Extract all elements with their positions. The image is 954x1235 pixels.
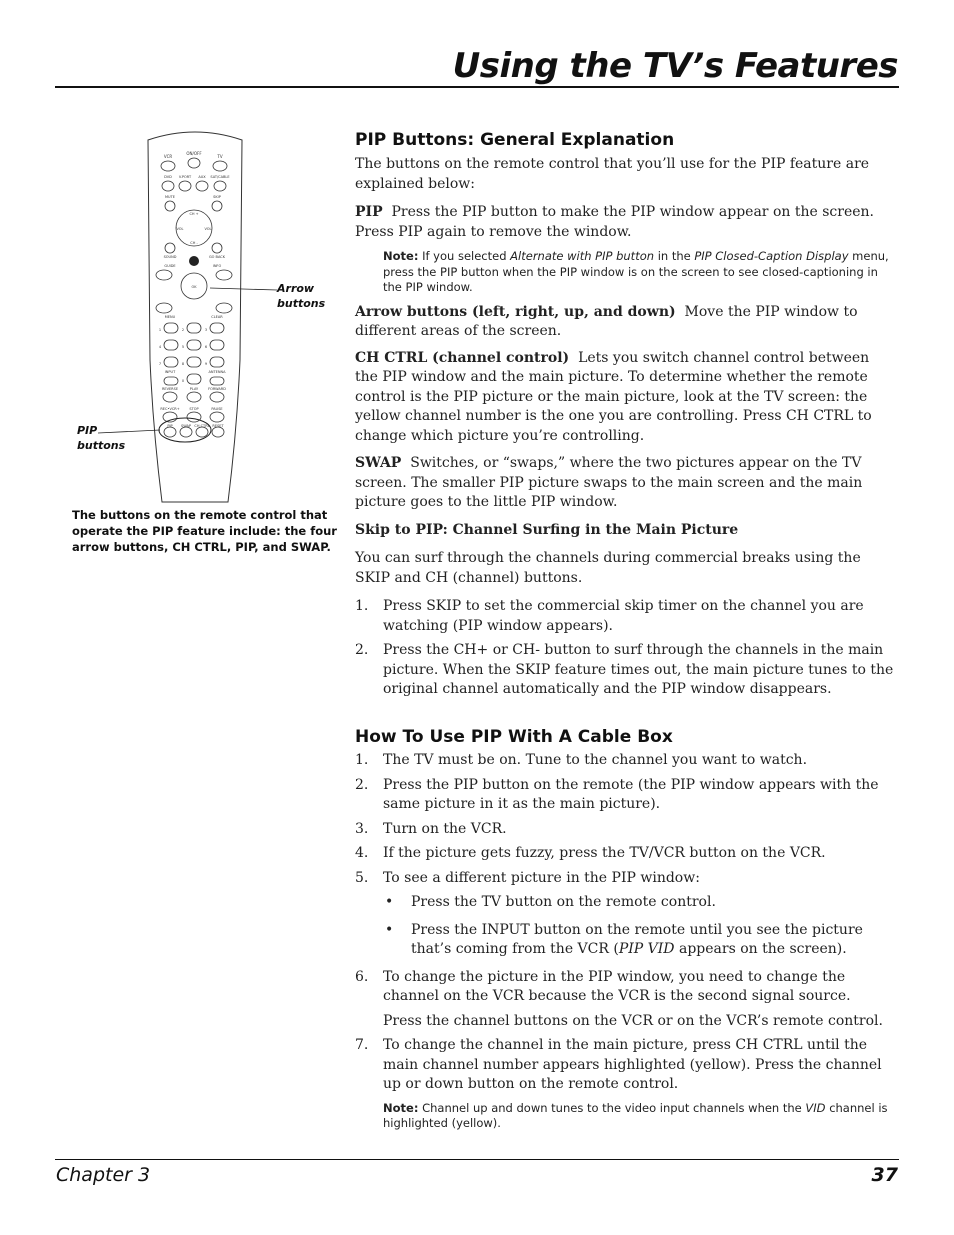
bullet-item: • Press the TV button on the remote control. [385, 894, 716, 910]
remote-control-illustration [140, 130, 250, 502]
remote-label: CH - [190, 241, 198, 245]
figure-caption: The buttons on the remote control that operate the PIP feature include: the four arrow buttons, CH CTRL, PIP, and SWAP. [72, 508, 337, 554]
remote-label: MUTE [165, 195, 175, 199]
list-item: 2. Press the PIP button on the remote (the PIP window appears with the same picture in it as the main picture). [355, 776, 879, 812]
remote-label: FORWARD [208, 387, 226, 391]
remote-digit: 1 [158, 328, 162, 332]
section-cable-box [355, 727, 895, 1132]
header-divider [55, 86, 899, 88]
remote-label: REVERSE [161, 387, 179, 391]
chapter-label: Chapter 3 [56, 1164, 151, 1186]
remote-digit: 8 [181, 362, 185, 366]
footer-divider [55, 1159, 899, 1160]
remote-label: CH CTRL [194, 424, 210, 428]
remote-label: REC•VCR+ [160, 407, 180, 411]
list-item: 5. To see a different picture in the PIP window: [355, 869, 700, 886]
remote-digit: 3 [204, 328, 208, 332]
remote-label: OK [191, 285, 197, 289]
remote-label: RESET [212, 424, 224, 428]
intro-paragraph: The buttons on the remote control that you’ll use for the PIP feature are explained below: [355, 156, 870, 192]
remote-digit: 2 [181, 328, 185, 332]
remote-label: VOL [204, 227, 212, 231]
skip-intro: You can surf through the channels during commercial breaks using the SKIP and CH (channel) buttons. [355, 550, 861, 586]
pip-buttons-callout: PIP buttons [77, 424, 126, 452]
remote-label: ANTENNA [208, 370, 226, 374]
remote-label: SAT/CABLE [210, 175, 230, 179]
arrow-buttons-callout: Arrow buttons [277, 282, 326, 310]
section-heading: How To Use PIP With A Cable Box [355, 727, 673, 747]
section-heading: PIP Buttons: General Explanation [355, 130, 675, 150]
page-title: Using the TV’s Features [452, 46, 898, 86]
remote-label: V.PORT [178, 175, 192, 179]
swap-paragraph: SWAP Switches, or “swaps,” where the two pictures appear on the TV screen. The smaller PIP picture swaps to the main screen and the main picture goes to the little PIP window. [355, 455, 863, 510]
remote-digit: 4 [158, 345, 162, 349]
note-paragraph: Note: Channel up and down tunes to the video input channels when the VID channel is highlighted (yellow). [383, 1100, 888, 1130]
remote-digit: 5 [181, 345, 185, 349]
chctrl-paragraph: CH CTRL (channel control) Lets you switch channel control between the PIP window and the main picture. To determine whether the remote control is the PIP picture or the main picture, look at the TV screen: the yellow channel number is the one you are controlling. Press CH CTRL to change which picture you’re controlling. [355, 349, 872, 444]
remote-label: SKIP [213, 195, 221, 199]
remote-label: AUX [198, 175, 206, 179]
remote-label: PAUSE [211, 407, 223, 411]
remote-label: VCR [163, 154, 173, 159]
remote-label: DVD [164, 175, 172, 179]
pip-paragraph: PIP Press the PIP button to make the PIP window appear on the screen. Press PIP again to remove the window. [355, 204, 874, 240]
remote-label: CLEAR [211, 315, 223, 319]
list-item: 7. To change the channel in the main picture, press CH CTRL until the main channel number appears highlighted (yellow). Press the channel up or down button on the remote control. [355, 1037, 882, 1092]
list-item: 2. Press the CH+ or CH- button to surf through the channels in the main picture. When the SKIP feature times out, the main picture tunes to the original channel automatically and the PIP window disappears. [355, 642, 894, 697]
remote-label: SWAP [181, 424, 191, 428]
remote-label: MENU [164, 315, 176, 319]
list-item-continuation: Press the channel buttons on the VCR or on the VCR’s remote control. [383, 1012, 883, 1029]
arrow-paragraph: Arrow buttons (left, right, up, and down) Move the PIP window to different areas of the screen. [355, 303, 858, 339]
remote-label: ON/OFF [186, 151, 202, 156]
section-pip-buttons [355, 130, 895, 700]
remote-digit: 6 [204, 345, 208, 349]
remote-label: CH + [189, 212, 199, 216]
remote-digit: 0 [181, 379, 185, 383]
list-item: 6. To change the picture in the PIP window, you need to change the channel on the VCR because the VCR is the second signal source. [355, 968, 851, 1004]
note-paragraph: Note: If you selected Alternate with PIP button in the PIP Closed-Caption Display menu, press the PIP button when the PIP window is on the screen to see closed-captioning in the PIP window. [383, 249, 889, 294]
remote-label: SOUND [163, 255, 177, 259]
page-number: 37 [871, 1164, 898, 1186]
remote-label: TV [217, 154, 223, 159]
remote-digit: 7 [158, 362, 162, 366]
remote-digit: 9 [204, 362, 208, 366]
remote-label: GO BACK [208, 255, 226, 259]
remote-label: VOL [176, 227, 184, 231]
remote-label: INPUT [164, 370, 176, 374]
list-item: 3. Turn on the VCR. [355, 820, 507, 837]
list-item: 1. The TV must be on. Tune to the channel you want to watch. [355, 752, 808, 768]
list-item: 4. If the picture gets fuzzy, press the TV/VCR button on the VCR. [355, 845, 826, 861]
list-item: 1. Press SKIP to set the commercial skip timer on the channel you are watching (PIP window appears). [355, 598, 864, 634]
remote-label: STOP [189, 407, 199, 411]
remote-label: INFO [212, 264, 222, 268]
bullet-item: • Press the INPUT button on the remote until you see the picture that’s coming from the VCR (PIP VID appears on the screen). [385, 921, 863, 957]
remote-label: GUIDE [164, 264, 176, 268]
remote-label: PIP [167, 424, 173, 428]
remote-label: PLAY [189, 387, 199, 391]
subheading: Skip to PIP: Channel Surfing in the Main Picture [355, 521, 739, 538]
